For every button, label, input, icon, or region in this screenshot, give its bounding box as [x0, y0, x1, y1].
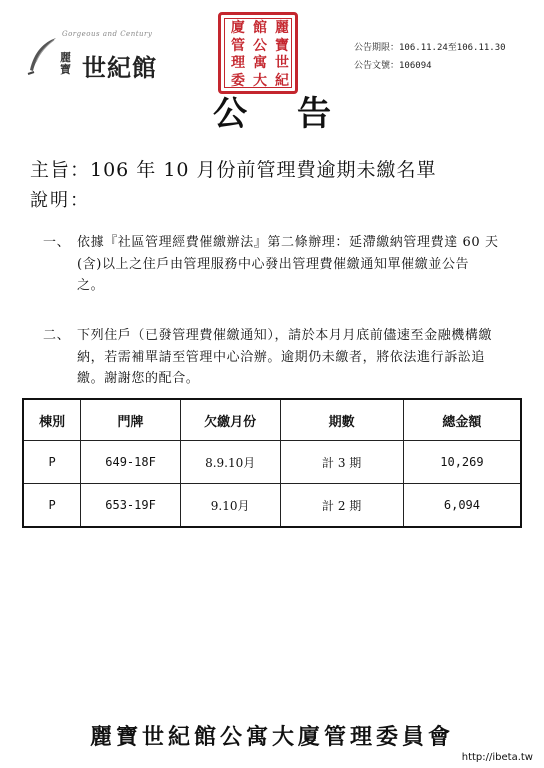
header-building: 棟別	[23, 399, 81, 441]
notice-ref-value: 106094	[399, 61, 432, 71]
item-number: 一、	[43, 235, 71, 250]
header-unit: 門牌	[81, 399, 181, 441]
cell-periods: 計 3 期	[280, 441, 403, 484]
explanation-label: 說明：	[30, 190, 90, 211]
logo-brand-name: 世紀館	[82, 54, 157, 82]
issuer-signature: 麗寶世紀館公寓大廈管理委員會	[89, 724, 454, 750]
table-header-row	[23, 399, 521, 441]
notice-reference	[354, 58, 432, 71]
header-total: 總金額	[403, 399, 521, 441]
header-months: 欠繳月份	[180, 399, 280, 441]
seal-char: 寶	[275, 37, 289, 54]
overdue-fees-table	[22, 398, 522, 528]
cell-unit: 653-19F	[81, 484, 181, 528]
seal-text	[227, 20, 293, 90]
item-text-line-2: (含)以上之住戶由管理服務中心發出管理費催繳通知單催繳並公告	[77, 256, 470, 272]
seal-char: 紀	[275, 72, 289, 89]
seal-char: 委	[231, 72, 245, 89]
cell-unit: 649-18F	[81, 441, 181, 484]
committee-seal	[218, 12, 298, 94]
table-row	[23, 484, 521, 528]
quill-logo-icon	[24, 36, 60, 78]
table-row	[23, 441, 521, 484]
cell-building: P	[23, 441, 81, 484]
item-number: 二、	[43, 328, 71, 343]
explanation-item-2	[43, 325, 513, 390]
notice-period-value: 106.11.24至106.11.30	[399, 43, 506, 53]
header-periods: 期數	[280, 399, 403, 441]
cell-total: 10,269	[403, 441, 521, 484]
seal-char: 公	[253, 37, 267, 54]
watermark-url: http://ibeta.tw	[459, 751, 536, 764]
seal-char: 世	[275, 55, 289, 71]
item-text-line-2: 納，若需補單請至管理中心洽辦。逾期仍未繳者，將依法進行訴訟追	[77, 349, 486, 365]
seal-char: 理	[231, 55, 245, 71]
item-text-line-3: 繳。謝謝您的配合。	[77, 371, 200, 386]
item-text-line-1: 依據『社區管理經費催繳辦法』第二條辦理：延滯繳納管理費達 60 天	[77, 235, 499, 250]
page-title: 公告	[213, 94, 381, 134]
seal-char: 寓	[253, 55, 267, 71]
notice-period	[354, 40, 506, 53]
cell-months: 8.9.10月	[180, 441, 280, 484]
seal-char: 館	[253, 20, 267, 36]
cell-periods: 計 2 期	[280, 484, 403, 528]
logo-tagline: Gorgeous and Century	[62, 30, 153, 38]
cell-months: 9.10月	[180, 484, 280, 528]
cell-total: 6,094	[403, 484, 521, 528]
notice-period-label: 公告期限：	[354, 43, 400, 53]
explanation-item-1	[43, 232, 513, 297]
seal-char: 大	[253, 72, 267, 89]
subject-line: 主旨：106 年 10 月份前管理費逾期未繳名單	[30, 159, 437, 181]
notice-ref-label: 公告文號：	[354, 61, 400, 71]
item-text-line-3: 之。	[77, 278, 105, 293]
seal-char: 廈	[231, 20, 245, 36]
seal-char: 管	[231, 37, 245, 54]
cell-building: P	[23, 484, 81, 528]
seal-char: 麗	[275, 20, 289, 36]
item-text-line-1: 下列住戶（已發管理費催繳通知），請於本月月底前儘速至金融機構繳	[77, 328, 493, 343]
logo-small-text: 麗寶	[60, 51, 71, 76]
